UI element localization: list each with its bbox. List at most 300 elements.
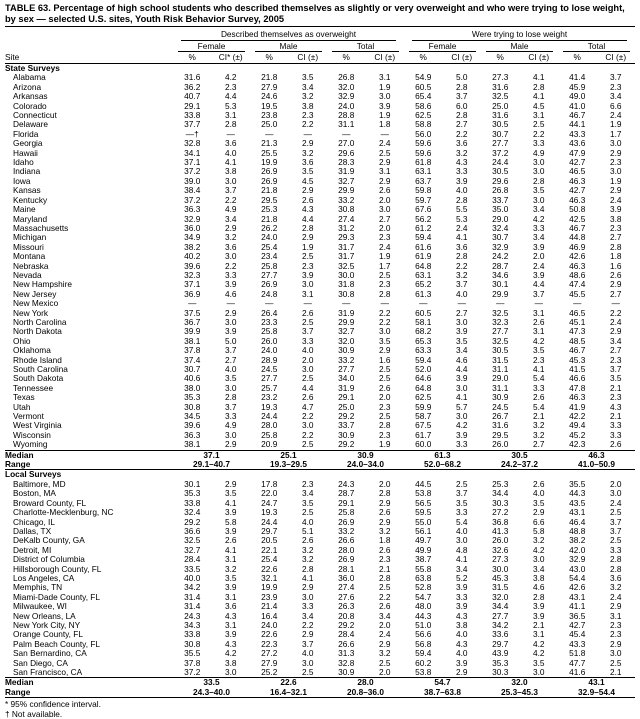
value-cell: 1.9 xyxy=(378,111,391,121)
value-cell: 1.8 xyxy=(378,120,391,130)
value-cell: 27.7 xyxy=(492,611,509,621)
value-cell: — xyxy=(303,129,312,139)
table-row xyxy=(5,149,635,158)
site-cell: Ohio xyxy=(13,336,31,346)
value-cell: 2.0 xyxy=(378,668,391,677)
value-cell: 58.1 xyxy=(415,317,432,327)
value-cell: 4.9 xyxy=(224,421,237,431)
value-cell: 30.9 xyxy=(338,346,355,356)
value-cell: 25.0 xyxy=(261,120,278,130)
value-cell: 32.0 xyxy=(492,592,509,602)
value-cell: 59.4 xyxy=(415,649,432,659)
value-cell: 63.8 xyxy=(415,573,432,583)
value-cell: 36.6 xyxy=(184,526,201,536)
site-cell: Missouri xyxy=(13,242,44,252)
range-row xyxy=(5,688,635,698)
value-cell: 2.1 xyxy=(609,668,622,677)
summary-value: 24.0–34.0 xyxy=(327,460,404,470)
value-cell: — xyxy=(496,299,505,309)
value-cell: 3.9 xyxy=(532,602,545,612)
table-row xyxy=(5,621,635,630)
value-cell: 63.1 xyxy=(415,270,432,280)
site-cell: Texas xyxy=(13,393,35,403)
value-cell: 27.7 xyxy=(492,327,509,337)
value-cell: — xyxy=(534,299,543,309)
value-cell: 2.7 xyxy=(532,440,545,450)
value-cell: 3.9 xyxy=(224,526,237,536)
value-cell: 37.2 xyxy=(184,195,201,205)
value-cell: 33.8 xyxy=(184,630,201,640)
value-cell: 24.3 xyxy=(338,479,355,489)
value-cell: 46.5 xyxy=(569,308,586,318)
value-cell: 4.0 xyxy=(301,346,314,356)
value-cell: 3.1 xyxy=(532,308,545,318)
value-cell: 24.3 xyxy=(184,611,201,621)
table-row xyxy=(5,318,635,327)
value-cell: 2.3 xyxy=(609,630,622,640)
value-cell: 22.0 xyxy=(261,489,278,499)
value-cell: 2.6 xyxy=(224,536,237,546)
value-cell: 34.3 xyxy=(184,620,201,630)
value-cell: 3.1 xyxy=(224,592,237,602)
value-cell: 3.3 xyxy=(455,167,468,177)
site-cell: Delaware xyxy=(13,120,49,130)
site-cell: Wisconsin xyxy=(13,430,51,440)
value-cell: 2.2 xyxy=(455,129,468,139)
value-cell: 2.8 xyxy=(455,111,468,121)
value-cell: 3.1 xyxy=(378,167,391,177)
value-cell: 32.5 xyxy=(338,261,355,271)
value-cell: 4.5 xyxy=(301,176,314,186)
value-cell: 2.5 xyxy=(301,317,314,327)
value-cell: 29.5 xyxy=(261,195,278,205)
value-cell: 29.2 xyxy=(184,517,201,527)
value-cell: 4.1 xyxy=(455,233,468,243)
site-cell: Nebraska xyxy=(13,261,49,271)
value-cell: 59.9 xyxy=(415,402,432,412)
value-cell: 3.0 xyxy=(455,536,468,546)
value-cell: 5.0 xyxy=(455,73,468,83)
value-cell: 2.8 xyxy=(224,120,237,130)
value-cell: 3.5 xyxy=(378,336,391,346)
value-cell: 67.6 xyxy=(415,205,432,215)
value-cell: 4.2 xyxy=(532,545,545,555)
value-cell: 45.3 xyxy=(569,355,586,365)
value-cell: 23.9 xyxy=(261,592,278,602)
value-cell: 3.9 xyxy=(455,176,468,186)
value-cell: 37.8 xyxy=(184,346,201,356)
value-cell: 45.9 xyxy=(569,82,586,92)
value-cell: 3.5 xyxy=(532,346,545,356)
pct-column-header: % xyxy=(173,52,212,64)
value-cell: 59.8 xyxy=(415,186,432,196)
value-cell: 32.7 xyxy=(338,327,355,337)
value-cell: 29.2 xyxy=(338,412,355,422)
summary-value: 46.3 xyxy=(558,450,635,460)
value-cell: 5.7 xyxy=(455,402,468,412)
value-cell: 3.6 xyxy=(455,242,468,252)
table-row xyxy=(5,186,635,195)
value-cell: 37.8 xyxy=(184,658,201,668)
value-cell: 3.3 xyxy=(301,602,314,612)
site-col-spacer xyxy=(5,27,173,42)
value-cell: 2.0 xyxy=(378,620,391,630)
table-row xyxy=(5,73,635,82)
value-cell: 3.7 xyxy=(301,327,314,337)
value-cell: 32.5 xyxy=(492,308,509,318)
value-cell: 2.9 xyxy=(609,148,622,158)
value-cell: 3.7 xyxy=(301,639,314,649)
summary-value: 54.7 xyxy=(404,678,481,688)
value-cell: 34.5 xyxy=(184,412,201,422)
value-cell: 35.5 xyxy=(184,649,201,659)
value-cell: 26.0 xyxy=(492,440,509,450)
value-cell: 3.9 xyxy=(532,270,545,280)
summary-value: 37.1 xyxy=(173,450,250,460)
value-cell: 2.3 xyxy=(609,82,622,92)
value-cell: 3.2 xyxy=(224,564,237,574)
table-row xyxy=(5,668,635,678)
value-cell: 4.3 xyxy=(301,205,314,215)
value-cell: 56.6 xyxy=(415,630,432,640)
value-cell: 2.3 xyxy=(301,479,314,489)
value-cell: 33.8 xyxy=(184,498,201,508)
value-cell: 36.7 xyxy=(184,317,201,327)
value-cell: 3.6 xyxy=(455,139,468,149)
table-body xyxy=(5,64,635,698)
value-cell: 32.8 xyxy=(184,139,201,149)
value-cell: 3.7 xyxy=(455,280,468,290)
value-cell: 28.7 xyxy=(338,489,355,499)
value-cell: 6.6 xyxy=(532,517,545,527)
value-cell: 3.7 xyxy=(532,289,545,299)
value-cell: 60.2 xyxy=(415,658,432,668)
value-cell: 43.0 xyxy=(569,564,586,574)
value-cell: 31.9 xyxy=(338,167,355,177)
value-cell: 2.4 xyxy=(609,111,622,121)
value-cell: 38.7 xyxy=(415,555,432,565)
value-cell: 30.9 xyxy=(338,430,355,440)
table-row xyxy=(5,205,635,214)
site-cell: New York xyxy=(13,308,49,318)
site-cell: Hillsborough County, FL xyxy=(13,564,102,574)
site-cell: Oklahoma xyxy=(13,346,51,356)
value-cell: 1.6 xyxy=(609,261,622,271)
value-cell: 63.7 xyxy=(415,176,432,186)
value-cell: 24.0 xyxy=(338,101,355,111)
table-row xyxy=(5,546,635,555)
value-cell: 2.5 xyxy=(609,536,622,546)
section-label: State Surveys xyxy=(5,63,60,73)
value-cell: 36.3 xyxy=(184,205,201,215)
value-cell: 23.8 xyxy=(261,111,278,121)
site-cell: Michigan xyxy=(13,233,47,243)
site-cell: Baltimore, MD xyxy=(13,479,66,489)
value-cell: 4.2 xyxy=(532,336,545,346)
value-cell: 2.3 xyxy=(378,430,391,440)
value-cell: 1.9 xyxy=(378,440,391,450)
value-cell: 35.3 xyxy=(184,393,201,403)
site-cell: Kentucky xyxy=(13,195,48,205)
value-cell: 3.2 xyxy=(609,583,622,593)
summary-value: 25.3–45.3 xyxy=(481,688,558,698)
value-cell: 2.9 xyxy=(301,583,314,593)
value-cell: 64.8 xyxy=(415,383,432,393)
value-cell: 40.0 xyxy=(184,573,201,583)
value-cell: 3.3 xyxy=(455,440,468,450)
group2-header: Were trying to lose weight xyxy=(412,29,627,41)
value-cell: 27.0 xyxy=(338,139,355,149)
table-row xyxy=(5,158,635,167)
value-cell: 32.0 xyxy=(338,82,355,92)
value-cell: 47.4 xyxy=(569,280,586,290)
value-cell: 4.0 xyxy=(301,649,314,659)
value-cell: 32.6 xyxy=(492,545,509,555)
value-cell: 3.0 xyxy=(224,176,237,186)
value-cell: 38.1 xyxy=(184,440,201,450)
ci-column-header: CI (±) xyxy=(366,52,405,64)
value-cell: 3.7 xyxy=(609,365,622,374)
value-cell: — xyxy=(457,299,466,309)
value-cell: 3.2 xyxy=(301,148,314,158)
subgroup-total-1: Total xyxy=(332,41,399,52)
value-cell: 3.3 xyxy=(532,383,545,393)
value-cell: 25.8 xyxy=(261,261,278,271)
value-cell: 43.3 xyxy=(569,639,586,649)
value-cell: 29.9 xyxy=(338,317,355,327)
value-cell: 21.8 xyxy=(261,73,278,83)
value-cell: 61.2 xyxy=(415,223,432,233)
value-cell: 29.6 xyxy=(338,148,355,158)
value-cell: 2.9 xyxy=(378,498,391,508)
value-cell: 29.5 xyxy=(492,430,509,440)
value-cell: 2.6 xyxy=(532,317,545,327)
value-cell: 35.0 xyxy=(492,205,509,215)
value-cell: 30.3 xyxy=(492,668,509,677)
value-cell: 3.9 xyxy=(455,602,468,612)
value-cell: 31.6 xyxy=(492,82,509,92)
value-cell: 37.2 xyxy=(184,668,201,677)
value-cell: 30.7 xyxy=(184,365,201,374)
value-cell: 29.6 xyxy=(492,176,509,186)
table-row xyxy=(5,346,635,355)
value-cell: 3.5 xyxy=(455,336,468,346)
value-cell: 2.3 xyxy=(609,393,622,403)
value-cell: 3.7 xyxy=(224,402,237,412)
value-cell: 32.4 xyxy=(184,508,201,518)
value-cell: 51.0 xyxy=(415,620,432,630)
table-row xyxy=(5,583,635,592)
value-cell: 3.0 xyxy=(532,195,545,205)
value-cell: 30.0 xyxy=(338,270,355,280)
value-cell: 56.0 xyxy=(415,129,432,139)
value-cell: 28.9 xyxy=(261,355,278,365)
value-cell: 4.3 xyxy=(455,158,468,168)
value-cell: 24.8 xyxy=(261,289,278,299)
site-cell: Iowa xyxy=(13,176,31,186)
value-cell: 27.2 xyxy=(492,508,509,518)
value-cell: — xyxy=(342,129,351,139)
value-cell: 2.9 xyxy=(609,280,622,290)
value-cell: 55.8 xyxy=(415,564,432,574)
value-cell: 34.4 xyxy=(492,602,509,612)
site-cell: West Virginia xyxy=(13,421,62,431)
value-cell: 4.0 xyxy=(224,365,237,374)
value-cell: 2.5 xyxy=(609,508,622,518)
value-cell: 2.0 xyxy=(609,479,622,489)
site-cell: South Carolina xyxy=(13,365,68,374)
value-cell: 31.2 xyxy=(338,223,355,233)
site-cell: New Hampshire xyxy=(13,280,73,290)
summary-value: 61.3 xyxy=(404,450,481,460)
site-cell: Memphis, TN xyxy=(13,583,63,593)
value-cell: 2.4 xyxy=(532,261,545,271)
value-cell: 46.3 xyxy=(569,195,586,205)
value-cell: 5.5 xyxy=(455,205,468,215)
value-cell: 31.4 xyxy=(184,602,201,612)
value-cell: 3.0 xyxy=(609,139,622,149)
value-cell: 38.2 xyxy=(569,536,586,546)
value-cell: 3.0 xyxy=(224,383,237,393)
value-cell: 2.2 xyxy=(301,120,314,130)
value-cell: 6.6 xyxy=(609,101,622,111)
table-row xyxy=(5,384,635,393)
summary-value: 20.8–36.0 xyxy=(327,688,404,698)
value-cell: 4.2 xyxy=(455,421,468,431)
value-cell: 26.6 xyxy=(338,639,355,649)
value-cell: 49.9 xyxy=(415,545,432,555)
value-cell: 32.1 xyxy=(261,573,278,583)
value-cell: 47.8 xyxy=(569,383,586,393)
value-cell: 2.1 xyxy=(609,412,622,422)
value-cell: 61.3 xyxy=(415,289,432,299)
value-cell: 3.0 xyxy=(378,327,391,337)
value-cell: 2.9 xyxy=(378,346,391,356)
value-cell: 53.8 xyxy=(415,489,432,499)
value-cell: 44.1 xyxy=(569,120,586,130)
value-cell: 2.9 xyxy=(378,639,391,649)
value-cell: 25.0 xyxy=(492,101,509,111)
value-cell: 4.4 xyxy=(224,92,237,102)
value-cell: 2.4 xyxy=(609,195,622,205)
value-cell: 48.5 xyxy=(569,336,586,346)
value-cell: 4.2 xyxy=(532,649,545,659)
value-cell: 2.9 xyxy=(532,508,545,518)
value-cell: 2.8 xyxy=(532,176,545,186)
site-cell: Orange County, FL xyxy=(13,630,83,640)
value-cell: 28.4 xyxy=(338,630,355,640)
value-cell: 56.8 xyxy=(415,639,432,649)
value-cell: 21.8 xyxy=(261,186,278,196)
value-cell: 26.9 xyxy=(338,517,355,527)
table-row xyxy=(5,602,635,611)
value-cell: 2.7 xyxy=(609,346,622,356)
value-cell: 2.9 xyxy=(378,158,391,168)
value-cell: 2.6 xyxy=(532,393,545,403)
value-cell: 3.4 xyxy=(378,611,391,621)
table-row xyxy=(5,374,635,383)
value-cell: 2.9 xyxy=(301,139,314,149)
table-header xyxy=(5,27,635,64)
site-column-header: Site xyxy=(5,52,173,64)
value-cell: 2.7 xyxy=(609,289,622,299)
value-cell: 46.3 xyxy=(569,261,586,271)
value-cell: 2.9 xyxy=(378,517,391,527)
value-cell: 4.0 xyxy=(301,517,314,527)
value-cell: 2.6 xyxy=(301,393,314,403)
value-cell: 59.6 xyxy=(415,148,432,158)
pct-column-header: % xyxy=(481,52,520,64)
value-cell: 31.3 xyxy=(338,649,355,659)
table-row xyxy=(5,327,635,336)
median-row xyxy=(5,450,635,460)
value-cell: 59.6 xyxy=(415,139,432,149)
value-cell: 29.1 xyxy=(338,498,355,508)
value-cell: 1.9 xyxy=(301,242,314,252)
value-cell: 3.1 xyxy=(224,555,237,565)
value-cell: 44.3 xyxy=(415,611,432,621)
value-cell: 2.3 xyxy=(609,223,622,233)
value-cell: 2.5 xyxy=(301,374,314,384)
value-cell: 25.0 xyxy=(338,402,355,412)
value-cell: 3.0 xyxy=(301,592,314,602)
value-cell: 33.2 xyxy=(338,355,355,365)
value-cell: 27.3 xyxy=(492,555,509,565)
value-cell: 3.6 xyxy=(224,602,237,612)
value-cell: 32.0 xyxy=(338,336,355,346)
value-cell: 2.3 xyxy=(301,261,314,271)
value-cell: 27.9 xyxy=(261,658,278,668)
value-cell: 30.8 xyxy=(338,289,355,299)
value-cell: 5.0 xyxy=(224,336,237,346)
value-cell: 3.9 xyxy=(455,583,468,593)
value-cell: 3.6 xyxy=(224,139,237,149)
value-cell: 38.4 xyxy=(184,186,201,196)
value-cell: 3.7 xyxy=(224,186,237,196)
value-cell: 3.4 xyxy=(301,82,314,92)
value-cell: 3.9 xyxy=(378,101,391,111)
value-cell: — xyxy=(380,299,389,309)
value-cell: 20.9 xyxy=(261,440,278,450)
value-cell: 31.1 xyxy=(492,383,509,393)
value-cell: 2.4 xyxy=(378,242,391,252)
table-row xyxy=(5,309,635,318)
summary-value: 28.0 xyxy=(327,678,404,688)
value-cell: 64.6 xyxy=(415,374,432,384)
site-cell: San Bernardino, CA xyxy=(13,649,87,659)
value-cell: 3.1 xyxy=(532,630,545,640)
value-cell: 30.8 xyxy=(338,205,355,215)
table-row xyxy=(5,290,635,299)
value-cell: 2.0 xyxy=(532,252,545,262)
section-label: Local Surveys xyxy=(5,469,62,480)
value-cell: 2.2 xyxy=(224,261,237,271)
value-cell: 2.6 xyxy=(378,186,391,196)
value-cell: — xyxy=(265,299,274,309)
value-cell: 34.2 xyxy=(184,583,201,593)
value-cell: 42.3 xyxy=(569,440,586,450)
value-cell: 61.7 xyxy=(415,430,432,440)
value-cell: 42.0 xyxy=(569,545,586,555)
site-cell: Hawaii xyxy=(13,148,38,158)
table-row xyxy=(5,365,635,374)
value-cell: 40.7 xyxy=(184,92,201,102)
value-cell: 3.9 xyxy=(224,327,237,337)
ci-column-header: CI (±) xyxy=(443,52,482,64)
value-cell: 22.6 xyxy=(261,630,278,640)
value-cell: 3.0 xyxy=(455,412,468,422)
value-cell: 39.9 xyxy=(184,327,201,337)
